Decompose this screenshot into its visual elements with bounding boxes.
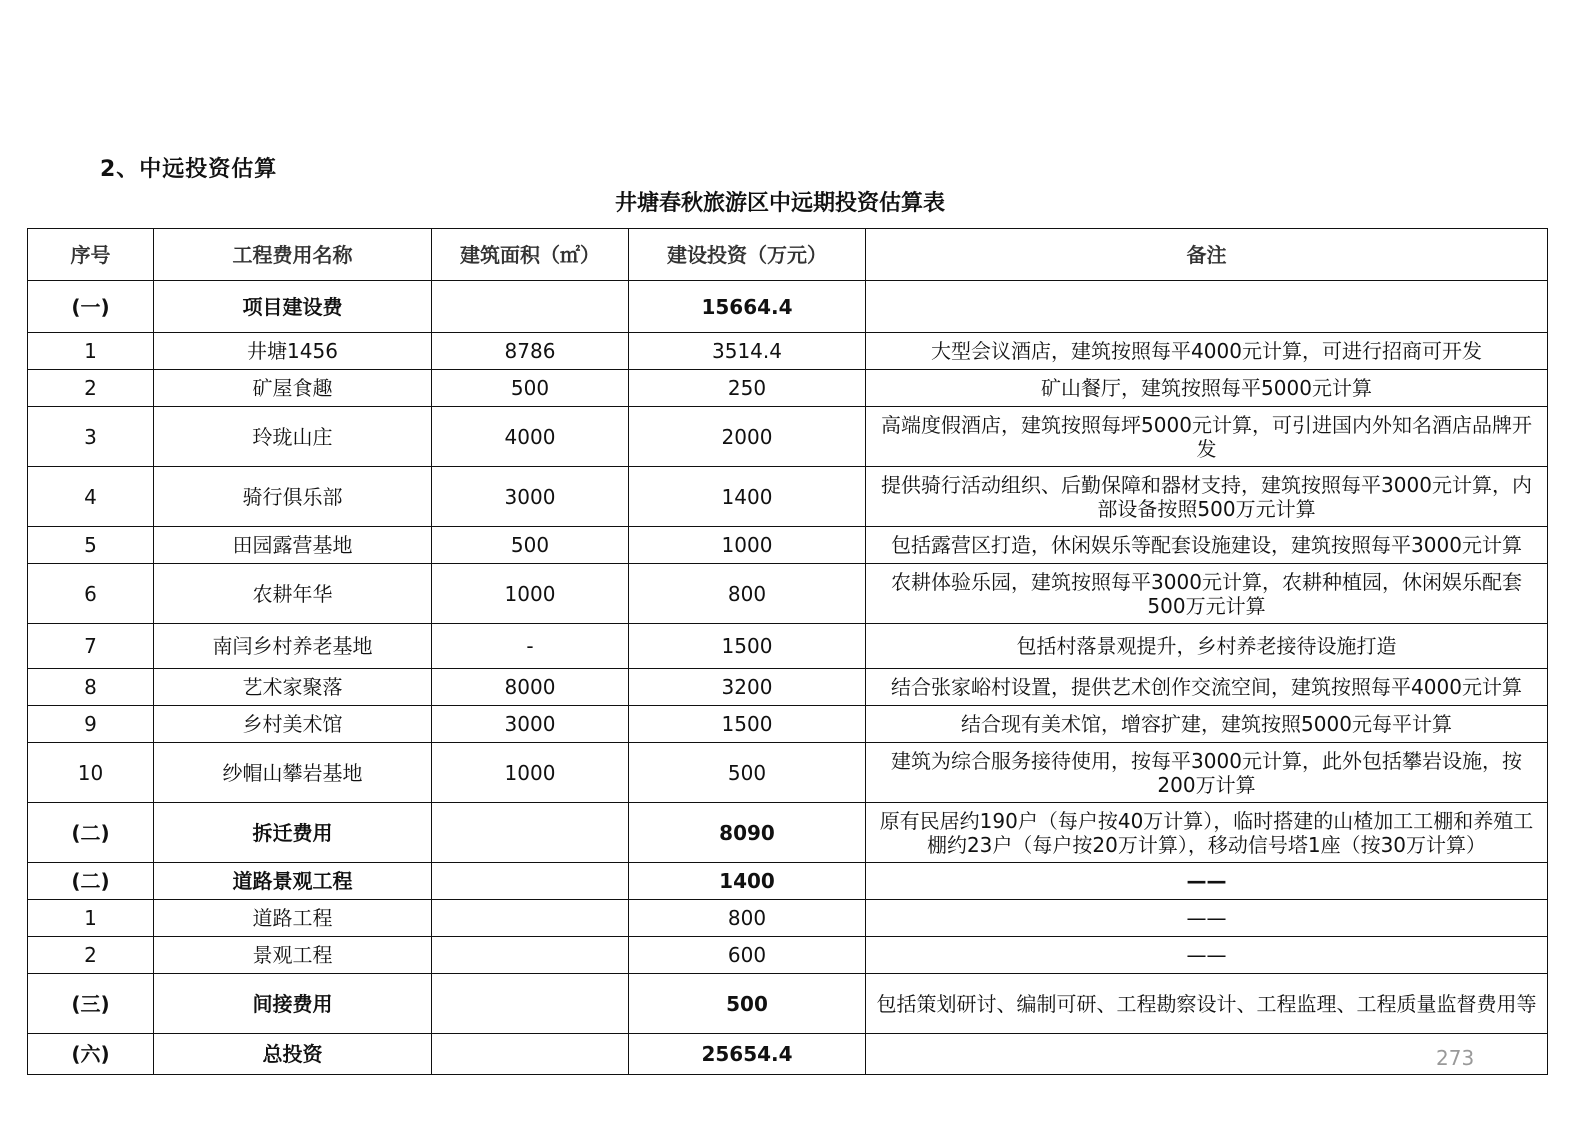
cell-seq: 7	[28, 624, 154, 669]
cell-seq: 1	[28, 333, 154, 370]
cell-seq: 9	[28, 706, 154, 743]
cell-seq: 2	[28, 937, 154, 974]
table-row	[28, 527, 1548, 564]
cell-seq: 3	[28, 407, 154, 467]
cell-name: 间接费用	[154, 974, 432, 1034]
cell-name: 玲珑山庄	[154, 407, 432, 467]
cell-name: 艺术家聚落	[154, 669, 432, 706]
cell-note: ——	[866, 937, 1548, 974]
cell-area	[432, 1034, 629, 1075]
header-invest: 建设投资（万元）	[629, 229, 866, 281]
cell-name: 景观工程	[154, 937, 432, 974]
cell-note: ——	[866, 863, 1548, 900]
cell-area: 4000	[432, 407, 629, 467]
cell-note: 原有民居约190户（每户按40万计算），临时搭建的山楂加工工棚和养殖工棚约23户（每户按20万计算），移动信号塔1座（按30万计算）	[866, 803, 1548, 863]
cell-area: 8786	[432, 333, 629, 370]
cell-area: 1000	[432, 564, 629, 624]
cell-note: 结合现有美术馆，增容扩建，建筑按照5000元每平计算	[866, 706, 1548, 743]
cell-seq: 1	[28, 900, 154, 937]
cell-name: 道路景观工程	[154, 863, 432, 900]
cell-area	[432, 863, 629, 900]
cell-note: 包括露营区打造，休闲娱乐等配套设施建设，建筑按照每平3000元计算	[866, 527, 1548, 564]
cell-invest: 1000	[629, 527, 866, 564]
cell-name: 道路工程	[154, 900, 432, 937]
cell-seq: 2	[28, 370, 154, 407]
page-number: 273	[1436, 1046, 1475, 1070]
table-row	[28, 467, 1548, 527]
cell-seq: (二)	[28, 803, 154, 863]
cell-invest: 800	[629, 564, 866, 624]
cell-note	[866, 281, 1548, 333]
cell-invest: 1400	[629, 467, 866, 527]
investment-table	[27, 228, 1548, 1075]
cell-name: 纱帽山攀岩基地	[154, 743, 432, 803]
cell-invest: 15664.4	[629, 281, 866, 333]
cell-area: 3000	[432, 706, 629, 743]
cell-seq: 4	[28, 467, 154, 527]
table-row	[28, 743, 1548, 803]
cell-name: 拆迁费用	[154, 803, 432, 863]
cell-note: 建筑为综合服务接待使用，按每平3000元计算，此外包括攀岩设施，按200万计算	[866, 743, 1548, 803]
table-row	[28, 564, 1548, 624]
cell-invest: 2000	[629, 407, 866, 467]
cell-note: 结合张家峪村设置，提供艺术创作交流空间，建筑按照每平4000元计算	[866, 669, 1548, 706]
table-row	[28, 333, 1548, 370]
cell-invest: 1500	[629, 624, 866, 669]
cell-note: ——	[866, 900, 1548, 937]
cell-seq: 8	[28, 669, 154, 706]
cell-name: 总投资	[154, 1034, 432, 1075]
cell-area: -	[432, 624, 629, 669]
cell-invest: 500	[629, 743, 866, 803]
cell-note: 矿山餐厅，建筑按照每平5000元计算	[866, 370, 1548, 407]
cell-invest: 600	[629, 937, 866, 974]
cell-invest: 3514.4	[629, 333, 866, 370]
cell-note: 包括村落景观提升，乡村养老接待设施打造	[866, 624, 1548, 669]
cell-invest: 1500	[629, 706, 866, 743]
cell-seq: (六)	[28, 1034, 154, 1075]
cell-note: 农耕体验乐园，建筑按照每平3000元计算，农耕种植园，休闲娱乐配套500万元计算	[866, 564, 1548, 624]
header-name: 工程费用名称	[154, 229, 432, 281]
cell-note: 高端度假酒店，建筑按照每坪5000元计算，可引进国内外知名酒店品牌开发	[866, 407, 1548, 467]
cell-invest: 500	[629, 974, 866, 1034]
cell-area	[432, 281, 629, 333]
cell-name: 项目建设费	[154, 281, 432, 333]
header-row	[28, 229, 1548, 281]
cell-note: 提供骑行活动组织、后勤保障和器材支持，建筑按照每平3000元计算，内部设备按照500万元计算	[866, 467, 1548, 527]
cell-area	[432, 937, 629, 974]
cell-area: 8000	[432, 669, 629, 706]
cell-seq: (二)	[28, 863, 154, 900]
cell-name: 田园露营基地	[154, 527, 432, 564]
table-row	[28, 974, 1548, 1034]
cell-area: 500	[432, 527, 629, 564]
cell-name: 农耕年华	[154, 564, 432, 624]
cell-note: 大型会议酒店，建筑按照每平4000元计算，可进行招商可开发	[866, 333, 1548, 370]
cell-note: 包括策划研讨、编制可研、工程勘察设计、工程监理、工程质量监督费用等	[866, 974, 1548, 1034]
table-row	[28, 863, 1548, 900]
table-title: 井塘春秋旅游区中远期投资估算表	[614, 191, 945, 216]
cell-invest: 250	[629, 370, 866, 407]
table-row	[28, 900, 1548, 937]
cell-seq: 5	[28, 527, 154, 564]
table-row	[28, 937, 1548, 974]
cell-seq: 6	[28, 564, 154, 624]
cell-area: 500	[432, 370, 629, 407]
cell-name: 矿屋食趣	[154, 370, 432, 407]
cell-seq: (三)	[28, 974, 154, 1034]
cell-area	[432, 803, 629, 863]
table-row	[28, 669, 1548, 706]
table-row	[28, 281, 1548, 333]
cell-seq: 10	[28, 743, 154, 803]
table-row	[28, 706, 1548, 743]
cell-area: 1000	[432, 743, 629, 803]
header-note: 备注	[866, 229, 1548, 281]
cell-name: 南闫乡村养老基地	[154, 624, 432, 669]
table-row	[28, 624, 1548, 669]
cell-name: 井塘1456	[154, 333, 432, 370]
cell-invest: 1400	[629, 863, 866, 900]
table-row	[28, 407, 1548, 467]
cell-invest: 800	[629, 900, 866, 937]
cell-area	[432, 974, 629, 1034]
cell-invest: 3200	[629, 669, 866, 706]
table-row	[28, 370, 1548, 407]
table-row	[28, 1034, 1548, 1075]
cell-seq: (一)	[28, 281, 154, 333]
table-row	[28, 803, 1548, 863]
section-heading: 2、中远投资估算	[100, 157, 278, 182]
cell-invest: 8090	[629, 803, 866, 863]
cell-area	[432, 900, 629, 937]
header-seq: 序号	[28, 229, 154, 281]
cell-name: 乡村美术馆	[154, 706, 432, 743]
cell-name: 骑行俱乐部	[154, 467, 432, 527]
header-area: 建筑面积（㎡）	[432, 229, 629, 281]
cell-invest: 25654.4	[629, 1034, 866, 1075]
cell-area: 3000	[432, 467, 629, 527]
